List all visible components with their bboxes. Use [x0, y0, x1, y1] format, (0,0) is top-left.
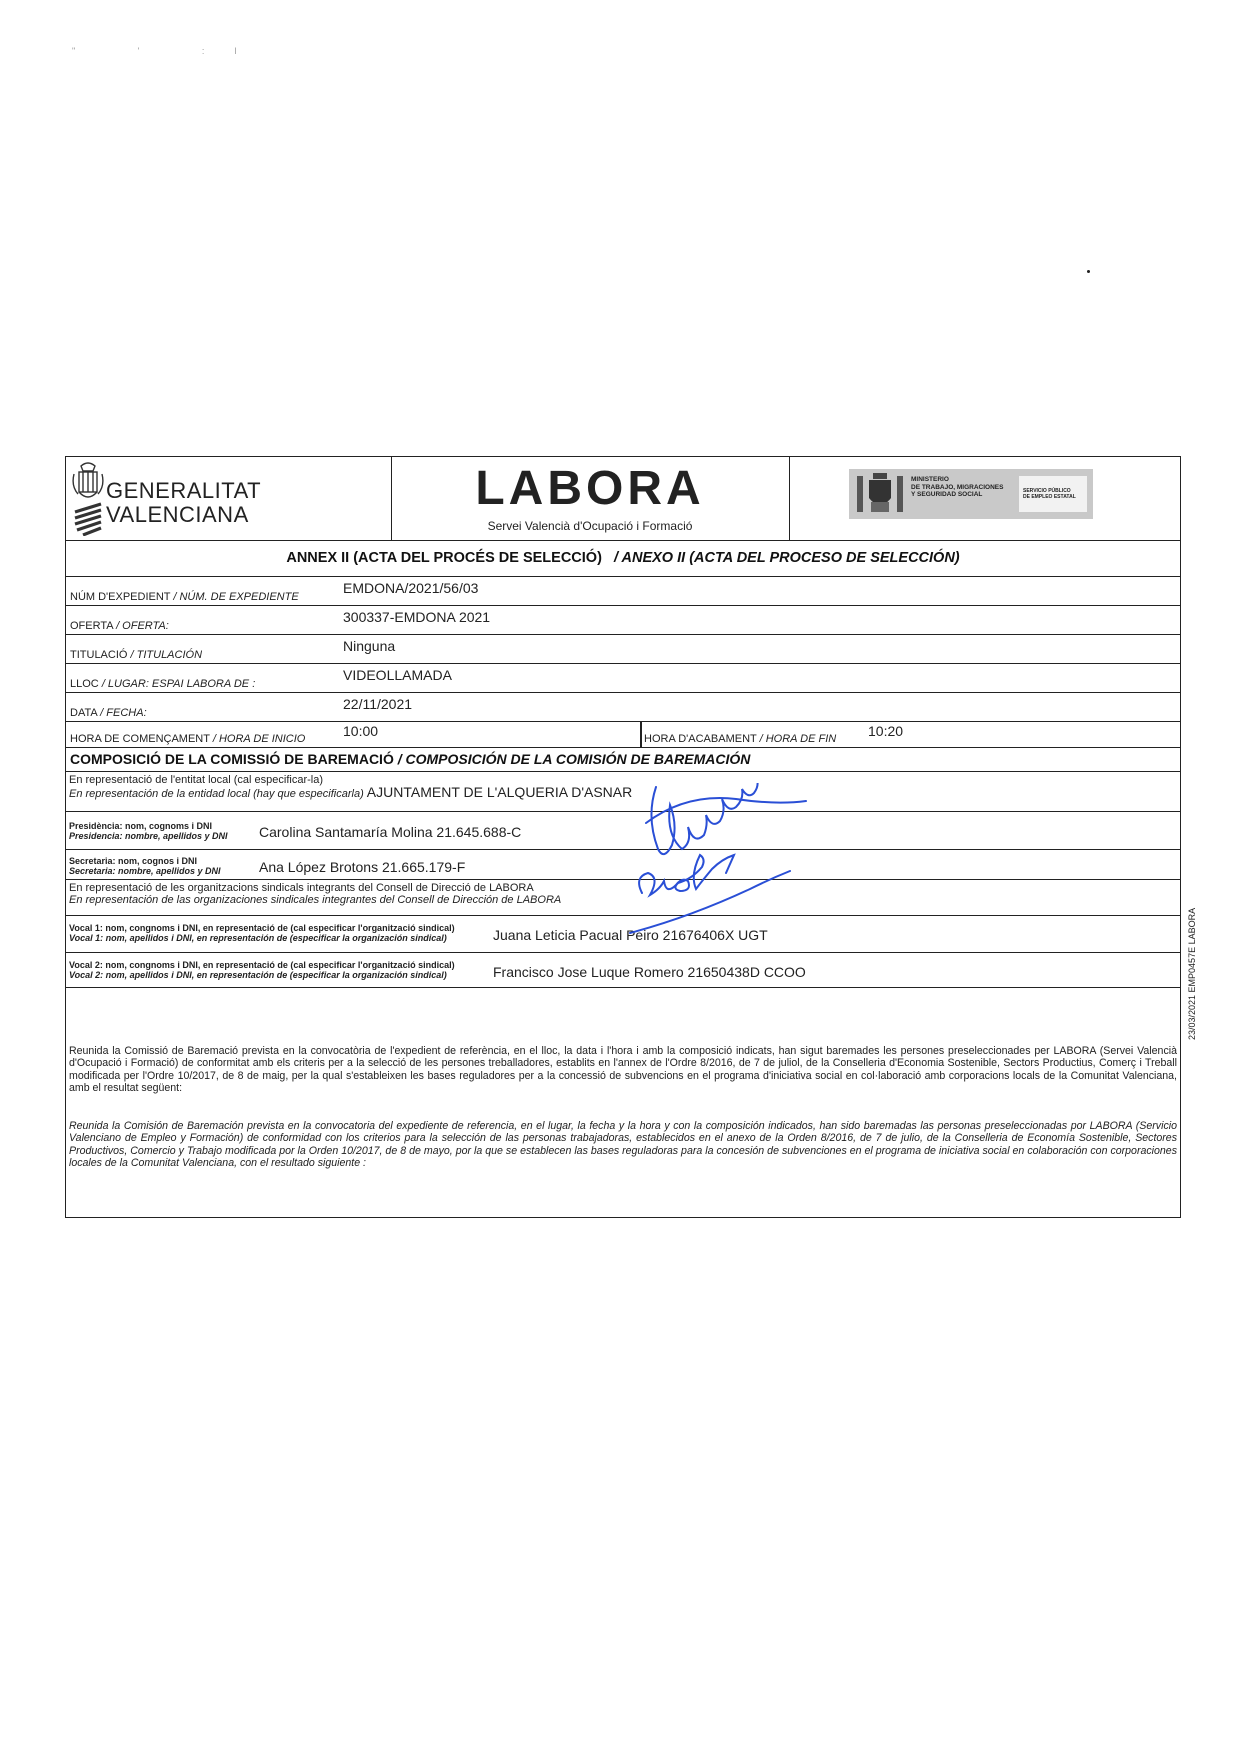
ministry-line1: MINISTERIO	[911, 476, 949, 483]
annex-title-va: ANNEX II (ACTA DEL PROCÉS DE SELECCIÓ)	[286, 550, 602, 566]
ministry-text	[911, 476, 1003, 499]
labora-title: LABORA	[475, 462, 705, 515]
unions-label: En representació de les organitzacions sindicals integrants del Consell de Direcció de LABORA En representación de las organizaciones sindicales integrantes del Consell de Dirección de LABORA	[69, 882, 562, 906]
data-row	[66, 692, 1180, 722]
presidencia-value: Carolina Santamaría Molina 21.645.688-C	[259, 824, 522, 840]
hora-fi-value: 10:20	[868, 723, 904, 739]
expedient-label: NÚM D'EXPEDIENT / NÚM. DE EXPEDIENTE	[70, 591, 299, 603]
lloc-label: LLOC / LUGAR: ESPAI LABORA DE :	[70, 678, 256, 690]
presidencia-label: Presidència: nom, cognoms i DNI Presidencia: nombre, apellidos y DNI	[69, 821, 228, 841]
sepe-line2: DE EMPLEO ESTATAL	[1023, 494, 1076, 500]
hours-row	[66, 721, 1180, 748]
secretaria-label: Secretaria: nom, cognos i DNI Secretaria: nombre, apellidos y DNI	[69, 856, 221, 876]
generalitat-logo-cell	[66, 457, 392, 540]
expedient-value: EMDONA/2021/56/03	[343, 580, 479, 596]
sepe-line1: SERVICIO PÚBLICO	[1023, 488, 1071, 494]
vocal1-value: Juana Leticia Pacual Peiro 21676406X UGT	[493, 927, 768, 943]
spain-crest-icon	[853, 472, 907, 516]
commission-title-row	[66, 747, 1180, 772]
form-header	[66, 457, 1180, 541]
lloc-row	[66, 663, 1180, 693]
paragraph-valencian: Reunida la Comissió de Baremació prevista en la convocatòria de l'expedient de referència, en el lloc, la data i l'hora i amb la composició indicats, han sigut baremades les persones preseleccionades per LABORA (Servei Valencià d'Ocupació i Formació) de conformitat amb els criteris per a la selecció de les persones treballadores, establits en l'annex de l'Ordre 8/2016, de 7 de juliol, de la Conselleria d'Economia Sostenible, Sectors Productius, Comerç i Treball modificada per l'Ordre 10/2017, de 8 de maig, per la qual s'estableixen les bases reguladores per a la concessió de subvencions en el programa d'iniciativa social en col·laboració amb corporacions locals de la Comunitat Valenciana, amb el resultat següent:	[69, 1045, 1177, 1095]
commission-title: COMPOSICIÓ DE LA COMISSIÓ DE BAREMACIÓ / COMPOSICIÓN DE LA COMISIÓN DE BAREMACIÓN	[70, 751, 751, 767]
sepe-box	[1019, 476, 1087, 512]
generalitat-name	[106, 479, 261, 527]
signatures-overlay	[606, 783, 866, 943]
entity-label: En representació de l'entitat local (cal especificar-la) En representación de la entidad local (hay que especificarla) AJUNTAMENT DE L'ALQUERIA D'ASNAR	[69, 774, 633, 800]
secretaria-value: Ana López Brotons 21.665.179-F	[259, 859, 466, 875]
expedient-row	[66, 576, 1180, 606]
ministry-logo-cell	[789, 457, 1182, 540]
generalitat-line1: GENERALITAT	[106, 478, 262, 503]
ministry-line3: Y SEGURIDAD SOCIAL	[911, 491, 983, 498]
oferta-value: 300337-EMDONA 2021	[343, 609, 491, 625]
generalitat-line2: VALENCIANA	[106, 502, 249, 527]
generalitat-emblem-icon	[71, 460, 105, 536]
titulacio-row	[66, 634, 1180, 664]
labora-logo-cell	[391, 457, 790, 540]
entity-value: AJUNTAMENT DE L'ALQUERIA D'ASNAR	[366, 784, 633, 800]
ministry-logo	[849, 469, 1093, 519]
hora-inici-label: HORA DE COMENÇAMENT / HORA DE INICIO	[70, 733, 306, 745]
page-marks: " ' :l	[72, 46, 267, 56]
labora-subtitle: Servei Valencià d'Ocupació i Formació	[487, 519, 693, 533]
annex-title	[66, 540, 1180, 577]
vocal2-row	[66, 952, 1180, 989]
vocal1-label: Vocal 1: nom, congnoms i DNI, en representació de (cal especificar l'organització sindical) Vocal 1: nom, apellidos i DNI, en representación de (especificar la organización sindical)	[69, 923, 455, 943]
ministry-line2: DE TRABAJO, MIGRACIONES	[911, 483, 1004, 491]
vocal2-bottom-rule	[66, 987, 1180, 988]
annex-title-es: / ANEXO II (ACTA DEL PROCESO DE SELECCIÓN)	[614, 550, 960, 566]
side-reference-text: 23/03/2021 EMP0457E LABORA	[1187, 907, 1197, 1040]
titulacio-label: TITULACIÓ / TITULACIÓN	[70, 649, 203, 661]
selection-act-form	[65, 456, 1181, 1218]
hora-fi-label: HORA D'ACABAMENT / HORA DE FIN	[644, 733, 837, 745]
oferta-label: OFERTA / OFERTA:	[70, 620, 169, 632]
paragraph-spanish: Reunida la Comisión de Baremación prevista en la convocatoria del expediente de referencia, en el lugar, la fecha y la hora y con la composición indicados, han sido baremadas las personas preseleccionadas por LABORA (Servicio Valenciano de Empleo y Formación) de conformidad con los criterios para la selección de las personas trabajadoras, establecidos en el anexo de la Orden 8/2016, de 7 de julio, de la Conselleria de Economía Sostenible, Sectores Productivos, Comercio y Trabajo modificada por la Orden 10/2017, de 8 de mayo, por la que se establecen las bases reguladoras para la concesión de subvenciones en el programa de iniciativa social en colaboración con corporaciones locales de la Comunitat Valenciana, con el resultado siguiente :	[69, 1120, 1177, 1170]
data-label: DATA / FECHA:	[70, 707, 147, 719]
lloc-value: VIDEOLLAMADA	[343, 667, 452, 683]
data-value: 22/11/2021	[343, 696, 413, 712]
vocal2-value: Francisco Jose Luque Romero 21650438D CCOO	[493, 964, 806, 980]
hora-inici-value: 10:00	[343, 723, 379, 739]
hours-divider	[640, 721, 642, 747]
oferta-row	[66, 605, 1180, 635]
stray-dot	[1087, 270, 1090, 273]
president-signature-stroke	[651, 783, 776, 854]
sepe-text	[1023, 488, 1076, 500]
titulacio-value: Ninguna	[343, 638, 396, 654]
vocal2-label: Vocal 2: nom, congnoms i DNI, en representació de (cal especificar l'organització sindical) Vocal 2: nom, apellidos i DNI, en representación de (especificar la organización sindical)	[69, 960, 455, 980]
secretary-signature-stroke	[639, 855, 734, 895]
